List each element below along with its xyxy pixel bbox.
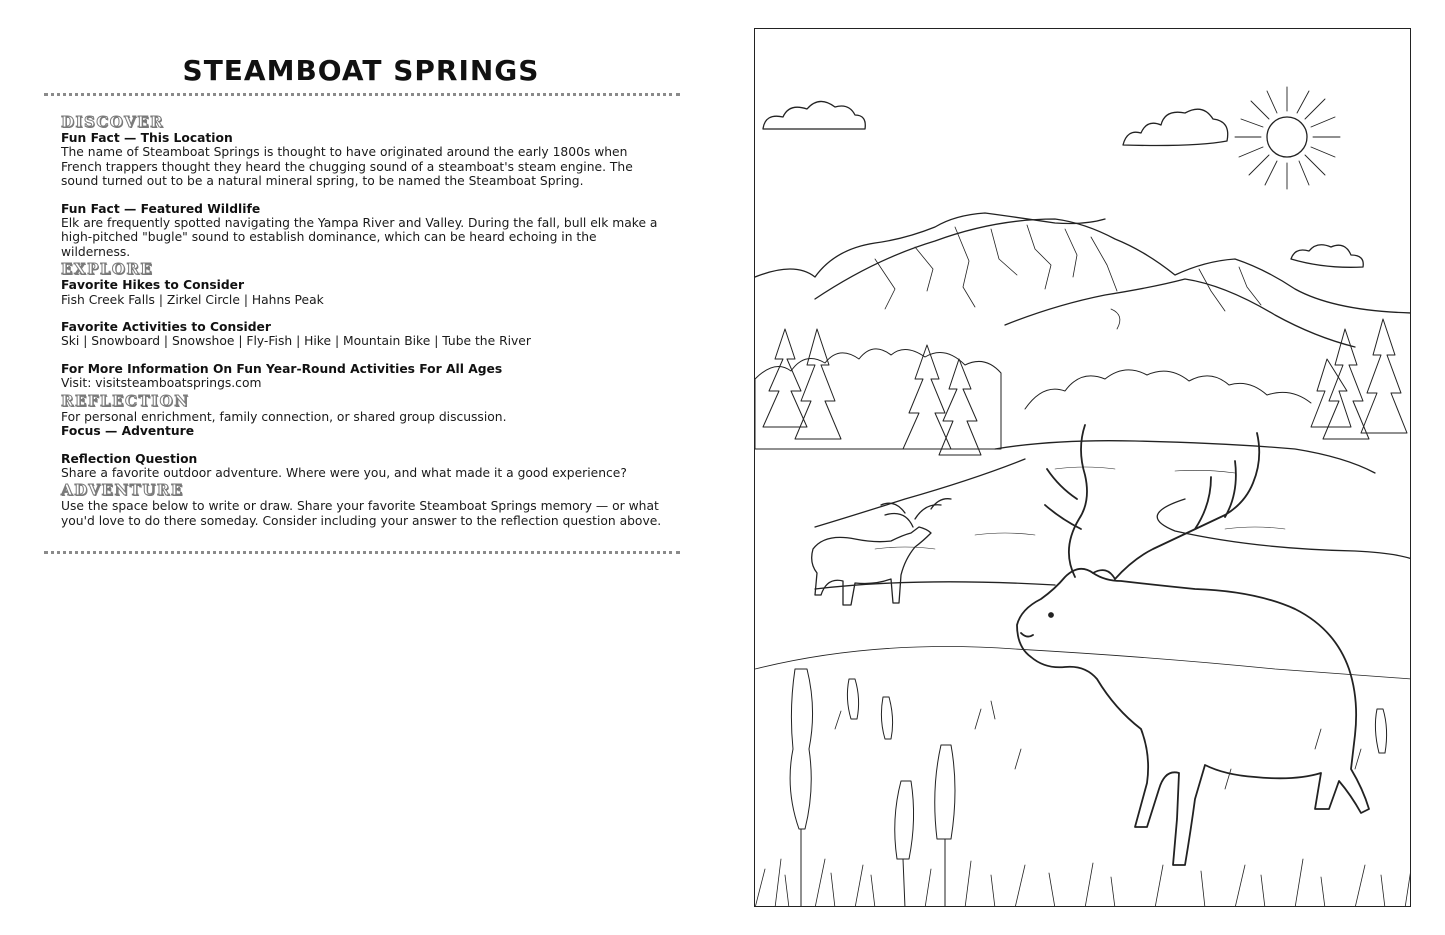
- reflection-question-text: Share a favorite outdoor adventure. Where were you, and what made it a good experience?: [61, 465, 627, 480]
- reflection-focus: Focus — Adventure: [61, 424, 195, 439]
- top-divider: [44, 93, 680, 96]
- adventure-heading: ADVENTURE: [61, 481, 184, 500]
- coloring-illustration: [755, 29, 1411, 907]
- fact-location-text: The name of Steamboat Springs is thought to have originated around the early 1800s when French trappers thought they heard the chugging sound of a steamboat's steam engine. The sound turned out to be a natural mineral spring, to be named the Steamboat Spring.: [61, 145, 633, 189]
- small-elk-icon: [812, 499, 951, 605]
- discover-heading: DISCOVER: [61, 113, 165, 131]
- bottom-divider: [44, 551, 680, 554]
- page-title: STEAMBOAT SPRINGS: [182, 54, 540, 87]
- hikes-text: Fish Creek Falls | Zirkel Circle | Hahns Peak: [61, 292, 324, 307]
- explore-heading: EXPLORE: [61, 260, 154, 279]
- cloud-icon: [763, 101, 1363, 267]
- more-info-link[interactable]: Visit: visitsteamboatsprings.com: [61, 376, 262, 391]
- fact-wildlife-title: Fun Fact — Featured Wildlife: [61, 201, 261, 216]
- reflection-intro: For personal enrichment, family connection, or shared group discussion.: [61, 409, 507, 424]
- activities-text: Ski | Snowboard | Snowshoe | Fly-Fish | Hike | Mountain Bike | Tube the River: [61, 334, 531, 349]
- reflection-question-title: Reflection Question: [61, 451, 198, 466]
- meadow-grass: [755, 647, 1411, 908]
- coloring-illustration-frame: [754, 28, 1411, 907]
- fact-wildlife-text: Elk are frequently spotted navigating the Yampa River and Valley. During the fall, bull elk make a high-pitched "bugle" sound to establish dominance, which can be heard echoing in the wilderness.: [61, 216, 658, 259]
- hikes-title: Favorite Hikes to Consider: [61, 278, 245, 293]
- reflection-heading: REFLECTION: [61, 391, 190, 410]
- mountain-range: [755, 213, 1411, 347]
- fact-location-title: Fun Fact — This Location: [61, 131, 233, 145]
- sun-icon: [1235, 87, 1340, 189]
- treeline: [755, 319, 1407, 455]
- activities-title: Favorite Activities to Consider: [61, 320, 271, 335]
- left-page: [0, 0, 700, 935]
- adventure-text: Use the space below to write or draw. Share your favorite Steamboat Springs memory — or what you'd love to do there someday. Consider including your answer to the reflection question above.: [61, 499, 662, 528]
- content-column: [61, 112, 667, 528]
- bull-elk-icon: [1017, 425, 1369, 865]
- more-info-title: For More Information On Fun Year-Round Activities For All Ages: [61, 361, 503, 376]
- wildflower-lupines: [790, 669, 1387, 907]
- river: [815, 441, 1411, 589]
